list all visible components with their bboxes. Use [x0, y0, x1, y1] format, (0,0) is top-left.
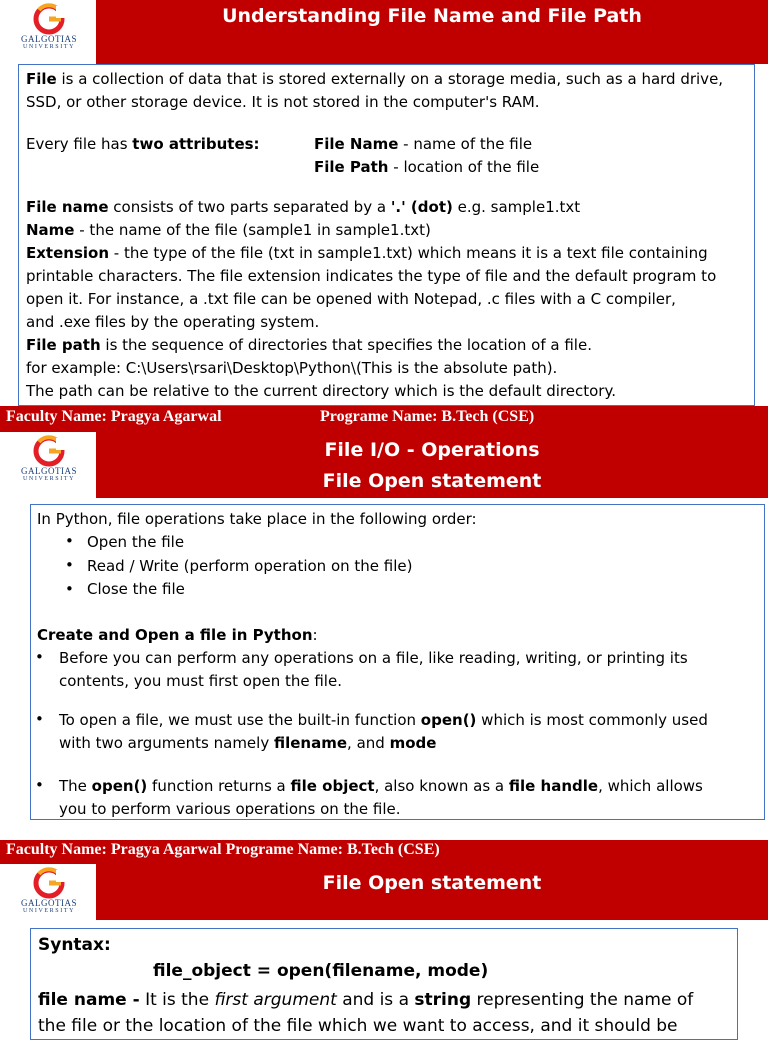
bullet-icon: • — [65, 580, 74, 598]
footer-faculty: Faculty Name: Pragya Agarwal — [6, 408, 222, 425]
bullet-icon: • — [35, 710, 44, 728]
attributes-intro: Every file has two attributes: — [26, 135, 260, 153]
content-box — [18, 64, 755, 406]
logo-subtitle: UNIVERSITY — [23, 44, 75, 50]
logo-area — [0, 432, 96, 498]
bullet-icon: • — [65, 556, 74, 574]
bullet-icon: • — [65, 532, 74, 550]
slide-title: File Open statement — [322, 872, 542, 894]
path-example: for example: C:\Users\rsari\Desktop\Python\(This is the absolute path). — [26, 359, 558, 377]
slide-title: Understanding File Name and File Path — [222, 5, 642, 27]
file-name-arg-l2: the file or the location of the file which we want to access, and it should be — [38, 1016, 678, 1036]
attribute-file-name: File Name - name of the file — [314, 135, 533, 153]
step-read-write: Read / Write (perform operation on the file) — [87, 557, 413, 575]
university-logo — [14, 436, 84, 483]
logo-area — [0, 0, 96, 64]
bullet-open-first-l2: contents, you must first open the file. — [59, 672, 342, 690]
bullet-icon: • — [35, 648, 44, 666]
slide-footer — [0, 406, 768, 432]
slide-title-bar — [96, 0, 768, 64]
slide-title-line1: File I/O - Operations — [324, 439, 540, 461]
name-definition: Name - the name of the file (sample1 in sample1.txt) — [26, 221, 431, 239]
content-box — [30, 928, 738, 1040]
content-box — [30, 504, 765, 820]
galgotias-g-icon — [32, 4, 66, 34]
relative-path-note: The path can be relative to the current directory which is the default directory. — [26, 382, 616, 400]
extension-line4: and .exe files by the operating system. — [26, 313, 320, 331]
file-name-definition: File name consists of two parts separated by a '.' (dot) e.g. sample1.txt — [26, 198, 581, 216]
create-open-heading: Create and Open a file in Python: — [37, 626, 318, 644]
bullet-file-object-l2: you to perform various operations on the file. — [59, 800, 401, 818]
logo-subtitle: UNIVERSITY — [23, 476, 75, 482]
university-logo — [14, 868, 84, 915]
slide-file-open-statement — [0, 864, 768, 1036]
bullet-open-function-l1: To open a file, we must use the built-in function open() which is most commonly used — [59, 711, 708, 729]
bullet-open-first-l1: Before you can perform any operations on a file, like reading, writing, or printing its — [59, 649, 688, 667]
slide-title-bar — [96, 864, 768, 920]
slide-file-io-operations — [0, 432, 768, 864]
footer-text: Faculty Name: Pragya Agarwal Programe Name: B.Tech (CSE) — [6, 841, 440, 858]
university-logo — [14, 4, 84, 51]
syntax-label: Syntax: — [38, 935, 111, 955]
extension-line1: Extension - the type of the file (txt in sample1.txt) which means it is a text file containing — [26, 244, 708, 262]
syntax-code: file_object = open(filename, mode) — [153, 961, 489, 981]
logo-name: GALGOTIAS — [21, 466, 77, 476]
extension-line3: open it. For instance, a .txt file can be opened with Notepad, .c files with a C compiler, — [26, 290, 676, 308]
operations-intro: In Python, file operations take place in the following order: — [37, 510, 477, 528]
slide-footer — [0, 840, 768, 864]
attribute-file-path: File Path - location of the file — [314, 158, 540, 176]
galgotias-g-icon — [32, 868, 66, 898]
logo-name: GALGOTIAS — [21, 898, 77, 908]
slide-file-name-path — [0, 0, 768, 432]
logo-area — [0, 864, 96, 924]
file-definition-line2: SSD, or other storage device. It is not stored in the computer's RAM. — [26, 93, 540, 111]
file-path-definition: File path is the sequence of directories that specifies the location of a file. — [26, 336, 592, 354]
bullet-open-function-l2: with two arguments namely filename, and mode — [59, 734, 437, 752]
bullet-file-object-l1: The open() function returns a file object, also known as a file handle, which allows — [59, 777, 703, 795]
slide-title-line2: File Open statement — [322, 470, 542, 492]
logo-subtitle: UNIVERSITY — [23, 908, 75, 914]
logo-name: GALGOTIAS — [21, 34, 77, 44]
extension-line2: printable characters. The file extension indicates the type of file and the default program to — [26, 267, 717, 285]
step-open: Open the file — [87, 533, 185, 551]
file-name-arg-l1: file name - It is the first argument and is a string representing the name of — [38, 990, 694, 1010]
slide-title-bar — [96, 432, 768, 498]
file-definition-line1: File is a collection of data that is stored externally on a storage media, such as a hard drive, — [26, 70, 724, 88]
galgotias-g-icon — [32, 436, 66, 466]
footer-programme: Programe Name: B.Tech (CSE) — [320, 408, 535, 425]
step-close: Close the file — [87, 580, 185, 598]
bullet-icon: • — [35, 776, 44, 794]
